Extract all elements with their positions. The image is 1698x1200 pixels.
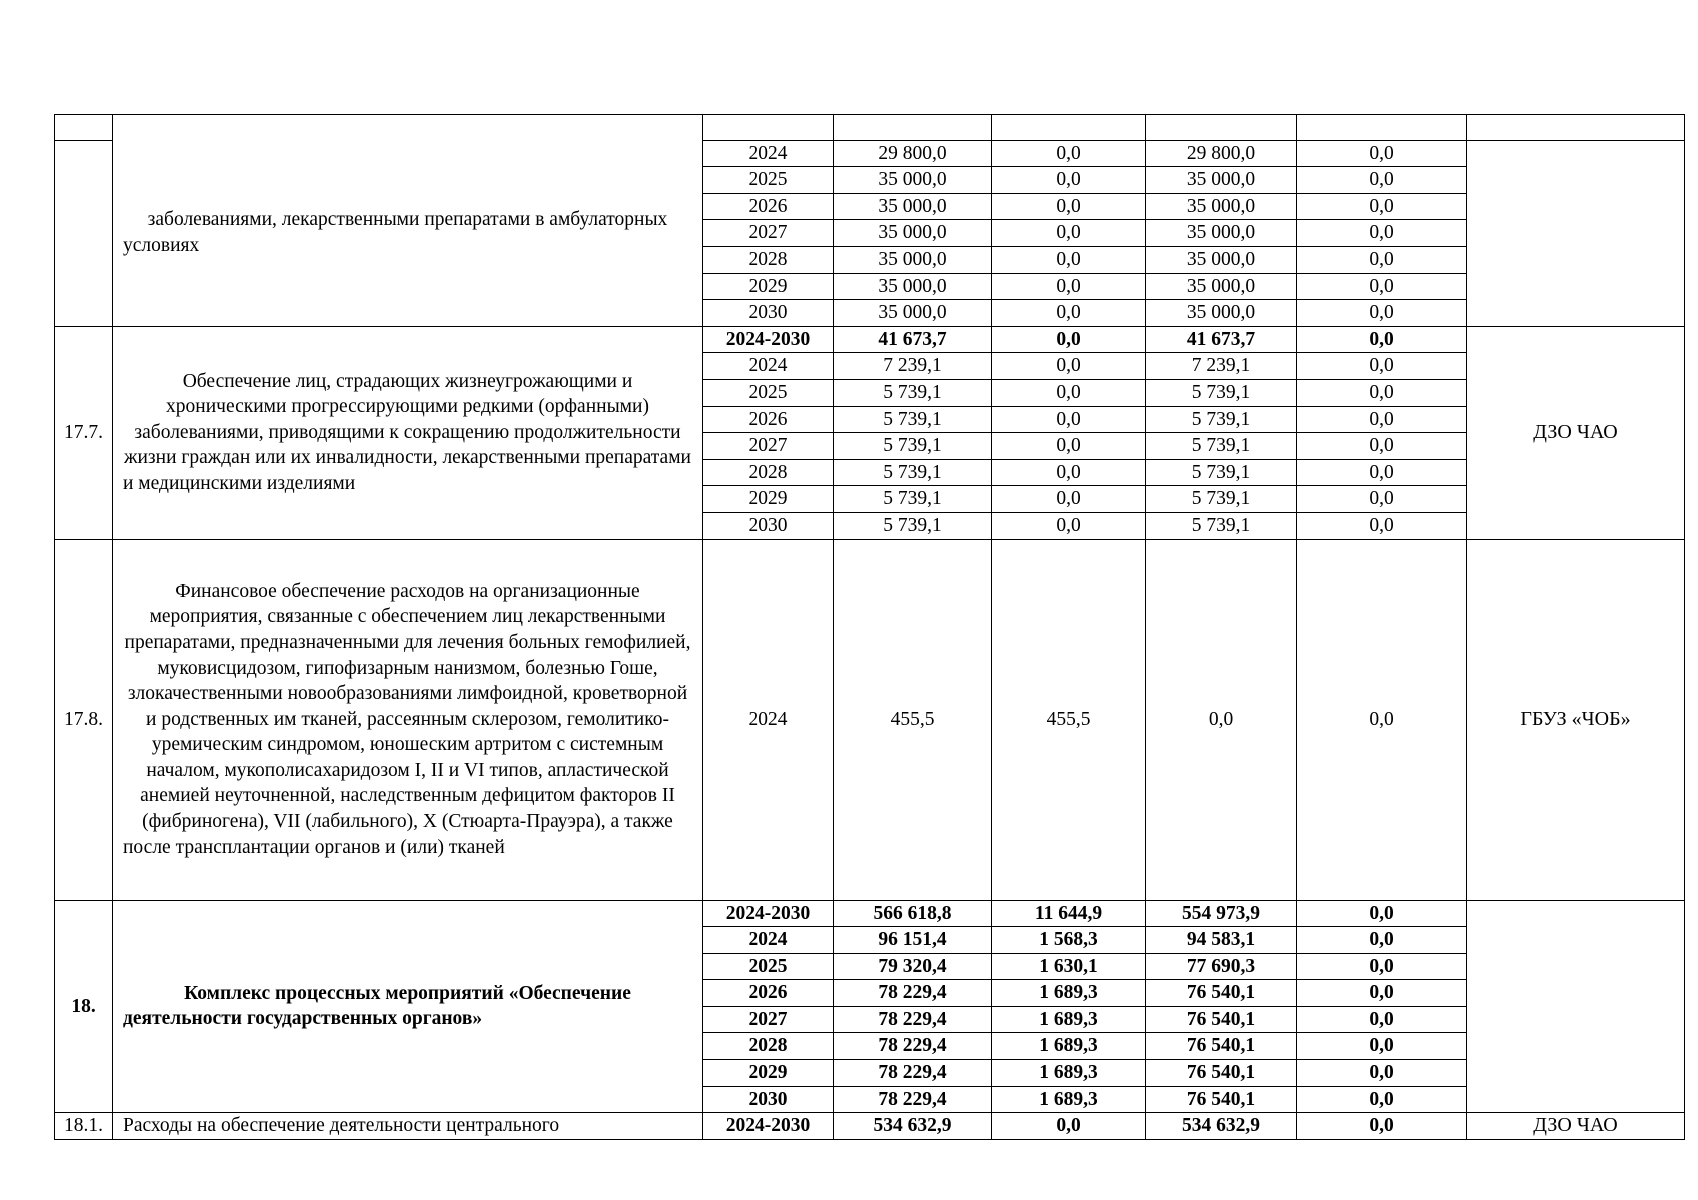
- budget-table: [54, 114, 1685, 1140]
- regional-amount: 77 690,3: [1146, 953, 1297, 980]
- total-amount: 35 000,0: [834, 167, 992, 194]
- regional-amount: 94 583,1: [1146, 927, 1297, 954]
- other-amount: 0,0: [1297, 379, 1467, 406]
- other-amount: 0,0: [1297, 273, 1467, 300]
- other-amount: 0,0: [1297, 953, 1467, 980]
- other-amount: 0,0: [1297, 193, 1467, 220]
- responsible-executor: ДЗО ЧАО: [1467, 326, 1685, 539]
- year-cell: 2024-2030: [703, 1113, 834, 1140]
- total-amount: 78 229,4: [834, 1086, 992, 1113]
- year-cell: 2024: [703, 140, 834, 167]
- regional-amount: 35 000,0: [1146, 193, 1297, 220]
- regional-amount: 35 000,0: [1146, 220, 1297, 247]
- table-row: [55, 1113, 1685, 1140]
- total-amount: 566 618,8: [834, 900, 992, 927]
- total-amount: 96 151,4: [834, 927, 992, 954]
- year-cell: 2026: [703, 193, 834, 220]
- year-cell: 2027: [703, 433, 834, 460]
- other-amount: 0,0: [1297, 326, 1467, 353]
- stub-cell: [703, 115, 834, 141]
- total-amount: 35 000,0: [834, 246, 992, 273]
- stub-cell: [1297, 115, 1467, 141]
- year-cell: 2024-2030: [703, 900, 834, 927]
- item-number: 17.7.: [55, 326, 113, 539]
- total-amount: 78 229,4: [834, 980, 992, 1007]
- other-amount: 0,0: [1297, 1033, 1467, 1060]
- total-amount: 5 739,1: [834, 486, 992, 513]
- federal-amount: 1 689,3: [992, 1086, 1146, 1113]
- year-cell: 2028: [703, 1033, 834, 1060]
- federal-amount: 1 689,3: [992, 1033, 1146, 1060]
- other-amount: 0,0: [1297, 1113, 1467, 1140]
- other-amount: 0,0: [1297, 1086, 1467, 1113]
- federal-amount: 0,0: [992, 379, 1146, 406]
- total-amount: 41 673,7: [834, 326, 992, 353]
- item-number: 18.: [55, 900, 113, 1113]
- regional-amount: 29 800,0: [1146, 140, 1297, 167]
- responsible-executor: ГБУЗ «ЧОБ»: [1467, 539, 1685, 900]
- federal-amount: 0,0: [992, 220, 1146, 247]
- federal-amount: 1 689,3: [992, 980, 1146, 1007]
- other-amount: 0,0: [1297, 900, 1467, 927]
- stub-cell: [113, 115, 703, 141]
- total-amount: 35 000,0: [834, 220, 992, 247]
- federal-amount: 0,0: [992, 140, 1146, 167]
- other-amount: 0,0: [1297, 459, 1467, 486]
- federal-amount: 455,5: [992, 539, 1146, 900]
- year-cell: 2028: [703, 459, 834, 486]
- total-amount: 5 739,1: [834, 512, 992, 539]
- total-amount: 5 739,1: [834, 406, 992, 433]
- federal-amount: 0,0: [992, 273, 1146, 300]
- stub-cell: [1146, 115, 1297, 141]
- table-row: [55, 326, 1685, 353]
- other-amount: 0,0: [1297, 486, 1467, 513]
- item-description: Финансовое обеспечение расходов на организационные мероприятия, связанные с обеспечением лиц лекарственными препаратами, предназначенными для лечения больных гемофилией, муковисцидозом, гипофизарным нанизмом, болезнью Гоше, злокачественными новообразованиями лимфоидной, кроветворной и родственных им тканей, рассеянным склерозом, гемолитико-уремическим синдромом, юношеским артритом с системным началом, мукополисахаридозом I, II и VI типов, апластической анемией неуточненной, наследственным дефицитом факторов II (фибриногена), VII (лабильного), X (Стюарта-Прауэра), а также после трансплантации органов и (или) тканей: [113, 539, 703, 900]
- other-amount: 0,0: [1297, 300, 1467, 327]
- table-row: [55, 539, 1685, 900]
- total-amount: 5 739,1: [834, 459, 992, 486]
- regional-amount: 35 000,0: [1146, 167, 1297, 194]
- regional-amount: 76 540,1: [1146, 1060, 1297, 1087]
- other-amount: 0,0: [1297, 512, 1467, 539]
- total-amount: 35 000,0: [834, 300, 992, 327]
- year-cell: 2025: [703, 379, 834, 406]
- other-amount: 0,0: [1297, 927, 1467, 954]
- federal-amount: 1 689,3: [992, 1060, 1146, 1087]
- regional-amount: 76 540,1: [1146, 1086, 1297, 1113]
- total-amount: 5 739,1: [834, 433, 992, 460]
- responsible-executor: [1467, 900, 1685, 1113]
- federal-amount: 0,0: [992, 326, 1146, 353]
- year-cell: 2024: [703, 353, 834, 380]
- year-cell: 2030: [703, 1086, 834, 1113]
- year-cell: 2027: [703, 1006, 834, 1033]
- federal-amount: 0,0: [992, 193, 1146, 220]
- stub-cell: [992, 115, 1146, 141]
- item-description: Комплекс процессных мероприятий «Обеспечение деятельности государственных органов»: [113, 900, 703, 1113]
- year-cell: 2027: [703, 220, 834, 247]
- year-cell: 2030: [703, 300, 834, 327]
- regional-amount: 5 739,1: [1146, 512, 1297, 539]
- table-row: [55, 140, 1685, 167]
- regional-amount: 0,0: [1146, 539, 1297, 900]
- year-cell: 2024: [703, 539, 834, 900]
- regional-amount: 76 540,1: [1146, 1006, 1297, 1033]
- regional-amount: 7 239,1: [1146, 353, 1297, 380]
- year-cell: 2029: [703, 486, 834, 513]
- year-cell: 2026: [703, 406, 834, 433]
- other-amount: 0,0: [1297, 1006, 1467, 1033]
- regional-amount: 534 632,9: [1146, 1113, 1297, 1140]
- regional-amount: 35 000,0: [1146, 246, 1297, 273]
- other-amount: 0,0: [1297, 246, 1467, 273]
- other-amount: 0,0: [1297, 433, 1467, 460]
- regional-amount: 554 973,9: [1146, 900, 1297, 927]
- table-row: [55, 900, 1685, 927]
- other-amount: 0,0: [1297, 406, 1467, 433]
- other-amount: 0,0: [1297, 167, 1467, 194]
- responsible-executor: ДЗО ЧАО: [1467, 1113, 1685, 1140]
- other-amount: 0,0: [1297, 539, 1467, 900]
- item-number: [55, 140, 113, 326]
- federal-amount: 0,0: [992, 486, 1146, 513]
- total-amount: 534 632,9: [834, 1113, 992, 1140]
- federal-amount: 1 630,1: [992, 953, 1146, 980]
- year-cell: 2028: [703, 246, 834, 273]
- regional-amount: 76 540,1: [1146, 980, 1297, 1007]
- stub-cell: [834, 115, 992, 141]
- other-amount: 0,0: [1297, 220, 1467, 247]
- regional-amount: 5 739,1: [1146, 406, 1297, 433]
- total-amount: 455,5: [834, 539, 992, 900]
- item-number: 17.8.: [55, 539, 113, 900]
- regional-amount: 5 739,1: [1146, 379, 1297, 406]
- regional-amount: 76 540,1: [1146, 1033, 1297, 1060]
- federal-amount: 0,0: [992, 300, 1146, 327]
- total-amount: 79 320,4: [834, 953, 992, 980]
- stub-cell: [1467, 115, 1685, 141]
- total-amount: 29 800,0: [834, 140, 992, 167]
- year-cell: 2029: [703, 1060, 834, 1087]
- federal-amount: 11 644,9: [992, 900, 1146, 927]
- year-cell: 2024: [703, 927, 834, 954]
- federal-amount: 0,0: [992, 512, 1146, 539]
- regional-amount: 35 000,0: [1146, 273, 1297, 300]
- total-amount: 7 239,1: [834, 353, 992, 380]
- federal-amount: 0,0: [992, 433, 1146, 460]
- regional-amount: 5 739,1: [1146, 433, 1297, 460]
- year-cell: 2025: [703, 167, 834, 194]
- other-amount: 0,0: [1297, 353, 1467, 380]
- regional-amount: 5 739,1: [1146, 459, 1297, 486]
- total-amount: 35 000,0: [834, 273, 992, 300]
- responsible-executor: [1467, 140, 1685, 326]
- other-amount: 0,0: [1297, 140, 1467, 167]
- regional-amount: 5 739,1: [1146, 486, 1297, 513]
- total-amount: 78 229,4: [834, 1060, 992, 1087]
- federal-amount: 0,0: [992, 1113, 1146, 1140]
- year-cell: 2025: [703, 953, 834, 980]
- federal-amount: 1 568,3: [992, 927, 1146, 954]
- item-description: Расходы на обеспечение деятельности центрального: [113, 1113, 703, 1140]
- total-amount: 78 229,4: [834, 1006, 992, 1033]
- regional-amount: 41 673,7: [1146, 326, 1297, 353]
- other-amount: 0,0: [1297, 980, 1467, 1007]
- federal-amount: 1 689,3: [992, 1006, 1146, 1033]
- year-cell: 2029: [703, 273, 834, 300]
- item-number: 18.1.: [55, 1113, 113, 1140]
- total-amount: 78 229,4: [834, 1033, 992, 1060]
- federal-amount: 0,0: [992, 459, 1146, 486]
- other-amount: 0,0: [1297, 1060, 1467, 1087]
- total-amount: 35 000,0: [834, 193, 992, 220]
- regional-amount: 35 000,0: [1146, 300, 1297, 327]
- stub-cell: [55, 115, 113, 141]
- federal-amount: 0,0: [992, 353, 1146, 380]
- year-cell: 2030: [703, 512, 834, 539]
- continuation-stub-row: [55, 115, 1685, 141]
- federal-amount: 0,0: [992, 406, 1146, 433]
- year-cell: 2024-2030: [703, 326, 834, 353]
- federal-amount: 0,0: [992, 246, 1146, 273]
- total-amount: 5 739,1: [834, 379, 992, 406]
- federal-amount: 0,0: [992, 167, 1146, 194]
- year-cell: 2026: [703, 980, 834, 1007]
- item-description: Обеспечение лиц, страдающих жизнеугрожающими и хроническими прогрессирующими редкими (орфанными) заболеваниями, приводящими к сокращению продолжительности жизни граждан или их инвалидности, лекарственными препаратами и медицинскими изделиями: [113, 326, 703, 539]
- item-description: заболеваниями, лекарственными препаратами в амбулаторных условиях: [113, 140, 703, 326]
